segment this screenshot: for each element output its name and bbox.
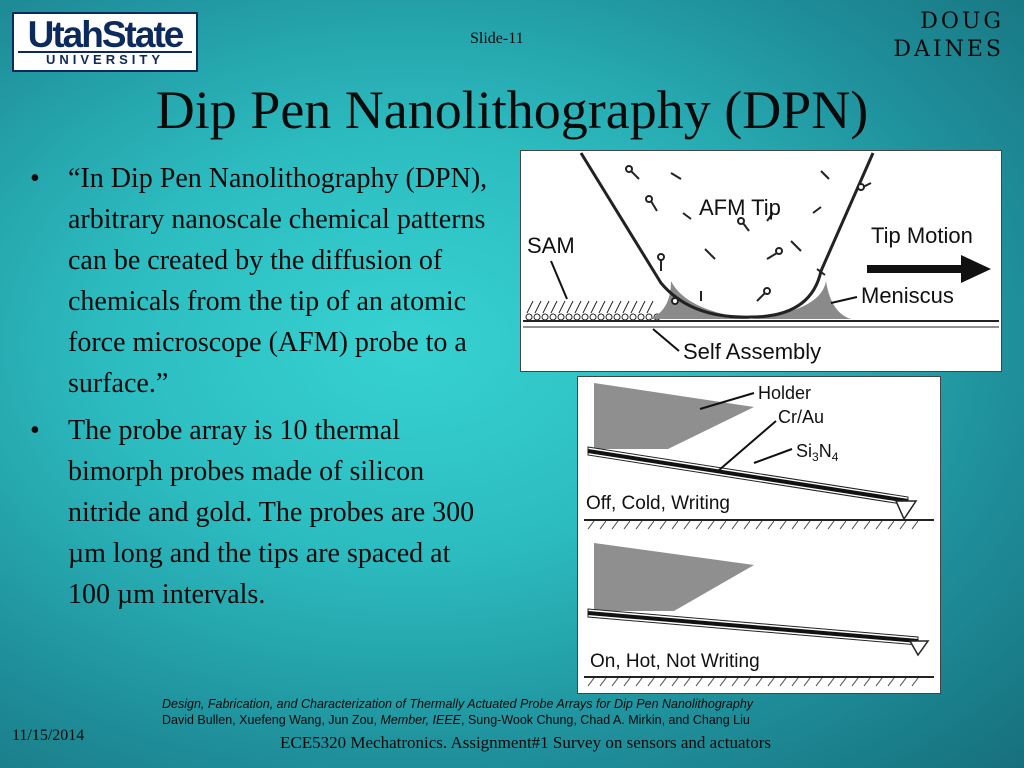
sam-molecules <box>526 301 660 320</box>
citation-authors-a: David Bullen, Xuefeng Wang, Jun Zou, <box>162 713 381 727</box>
holder-block-2 <box>594 543 754 611</box>
surface-hatch-top <box>588 521 918 529</box>
citation-authors <box>162 712 882 728</box>
si3n4-n: N <box>818 441 832 461</box>
dpn-schematic-figure <box>520 150 1002 372</box>
afm-tip-outline <box>581 153 873 317</box>
university-logo <box>12 12 198 72</box>
label-cr-au: Cr/Au <box>778 407 825 427</box>
label-si3n4 <box>796 441 839 464</box>
label-self-assembly: Self Assembly <box>683 339 822 364</box>
bullet-list <box>24 158 494 621</box>
bimorph-probe-svg <box>578 377 940 693</box>
citation-authors-c: , Sung-Wook Chung, Chad A. Mirkin, and Chang Liu <box>461 713 750 727</box>
label-holder: Holder <box>758 383 812 403</box>
label-meniscus: Meniscus <box>861 283 954 308</box>
footer-course: ECE5320 Mechatronics. Assignment#1 Survey on sensors and actuators <box>280 733 772 752</box>
si3n4-sub4: 4 <box>831 450 839 464</box>
logo-subtitle: UNIVERSITY <box>18 51 192 67</box>
probe-tip-top <box>896 501 916 519</box>
bullet-marker: • <box>30 163 40 194</box>
tip-motion-arrow <box>867 255 991 283</box>
bullet-item <box>24 158 494 404</box>
bullet-text: “In Dip Pen Nanolithography (DPN), arbitrary nanoscale chemical patterns can be created by the diffusion of chemicals from the tip of an atomic force microscope (AFM) probe to a surface.” <box>68 163 488 399</box>
bimorph-probe-figure <box>577 376 941 694</box>
gold-layer-bottom <box>588 613 918 641</box>
meniscus-right <box>751 281 851 319</box>
cr-au-pointer <box>718 421 776 471</box>
si3n4-sub3: 3 <box>812 450 819 464</box>
bullet-item <box>24 410 494 615</box>
bullet-text: The probe array is 10 thermal bimorph probes made of silicon nitride and gold. The probes are 300 µm long and the tips are spaced at 100 µm intervals. <box>68 415 475 610</box>
dpn-schematic-svg <box>521 151 1001 371</box>
surface-hatch-bottom <box>588 678 918 686</box>
footer-date: 11/15/2014 <box>12 727 85 744</box>
label-off-cold-writing: Off, Cold, Writing <box>586 493 730 514</box>
label-on-hot-not-writing: On, Hot, Not Writing <box>590 651 760 672</box>
logo-wordmark: UtahState <box>27 14 183 55</box>
sam-pointer <box>551 261 567 299</box>
citation-title: Design, Fabrication, and Characterization of Thermally Actuated Probe Arrays for Dip Pen Nanolithography <box>162 697 754 711</box>
label-tip-motion: Tip Motion <box>871 223 973 248</box>
si3n4-pointer <box>754 449 792 463</box>
bullet-marker: • <box>30 415 40 446</box>
author-first-name: DOUG <box>920 9 1004 34</box>
holder-block <box>594 383 754 449</box>
citation-member: Member, IEEE <box>380 713 462 727</box>
author-name <box>893 8 1004 64</box>
meniscus-pointer <box>831 297 857 303</box>
citation <box>162 696 882 728</box>
label-afm-tip: AFM Tip <box>699 195 781 220</box>
label-sam: SAM <box>527 233 575 258</box>
slide-number: Slide-11 <box>470 30 524 47</box>
author-last-name: DAINES <box>893 37 1004 62</box>
slide-title: Dip Pen Nanolithography (DPN) <box>155 80 869 140</box>
probe-tip-bottom <box>910 641 928 655</box>
si3n4-si: Si <box>796 441 813 461</box>
self-assembly-pointer <box>653 329 679 351</box>
